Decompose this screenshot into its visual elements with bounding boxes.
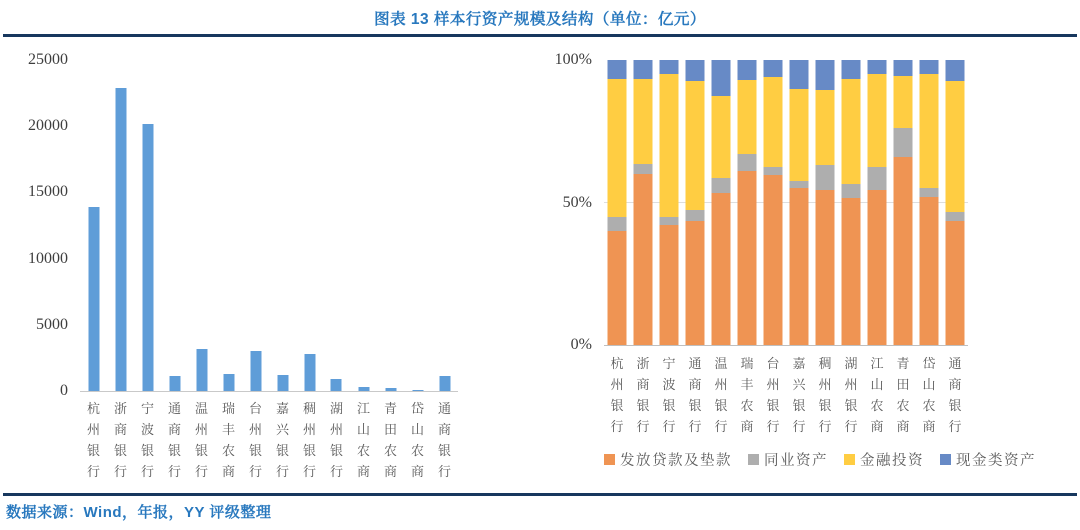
bank-label-char: 湖 [844, 356, 858, 371]
stacked-bar-segment [946, 221, 965, 345]
stacked-bar-segment [686, 60, 705, 81]
bank-label-char: 田 [896, 377, 910, 392]
bank-label-char: 行 [948, 419, 962, 434]
asset-scale-bar [223, 374, 234, 391]
bank-label-char: 商 [383, 464, 397, 479]
bank-label-char: 行 [437, 464, 451, 479]
bank-label [80, 398, 107, 482]
bank-label-char: 湖 [329, 401, 343, 416]
asset-structure-stacked-bar [764, 60, 783, 345]
bank-label [215, 398, 242, 482]
bank-label-char: 行 [818, 419, 832, 434]
stacked-bar-segment [608, 60, 627, 79]
bank-label-char: 行 [329, 464, 343, 479]
bank-label-char: 农 [922, 398, 936, 413]
left-y-tick-label: 5000 [36, 315, 68, 333]
stacked-bar-segment [920, 188, 939, 197]
stacked-bar-segment [894, 128, 913, 157]
bank-label [682, 353, 708, 437]
title-divider-rule [3, 34, 1077, 37]
stacked-bar-segment [738, 80, 757, 154]
bank-label-char: 兴 [275, 422, 289, 437]
stacked-bar-segment [920, 60, 939, 74]
stacked-bar-segment [790, 89, 809, 182]
asset-structure-stacked-bar [894, 60, 913, 345]
data-source-note: 数据来源：Wind，年报，YY 评级整理 [6, 504, 272, 521]
stacked-bar-segment [946, 212, 965, 221]
bank-label-char: 嘉 [792, 356, 806, 371]
bank-label [708, 353, 734, 437]
stacked-bar-segment [764, 77, 783, 167]
bank-label-char: 山 [870, 377, 884, 392]
asset-structure-stacked-bar [920, 60, 939, 345]
bank-label-char: 州 [248, 422, 262, 437]
stacked-bar-segment [686, 81, 705, 209]
bank-label [890, 353, 916, 437]
bank-label-char: 银 [302, 443, 316, 458]
bank-label-char: 商 [113, 422, 127, 437]
bank-label-char: 行 [167, 464, 181, 479]
bank-label-char: 农 [896, 398, 910, 413]
asset-scale-bar [412, 390, 423, 391]
legend-item [844, 449, 924, 470]
stacked-bar-segment [608, 231, 627, 345]
legend-label: 金融投资 [860, 453, 924, 469]
bank-label-char: 商 [740, 419, 754, 434]
bank-label-char: 台 [248, 401, 262, 416]
bank-label-char: 农 [383, 443, 397, 458]
asset-scale-bar [196, 349, 207, 391]
stacked-bar-segment [868, 190, 887, 345]
bank-label-char: 行 [113, 464, 127, 479]
bank-label-char: 银 [86, 443, 100, 458]
bank-label-char: 宁 [662, 356, 676, 371]
stacked-bar-segment [634, 60, 653, 79]
bank-label-char: 行 [636, 419, 650, 434]
bank-label-char: 通 [948, 356, 962, 371]
stacked-bar-segment [946, 60, 965, 81]
stacked-bar-segment [686, 210, 705, 221]
asset-scale-bar [277, 375, 288, 391]
bank-label-char: 丰 [740, 377, 754, 392]
bank-label [404, 398, 431, 482]
asset-scale-bar [250, 351, 261, 391]
stacked-bar-segment [660, 225, 679, 345]
bank-label-char: 杭 [610, 356, 624, 371]
left-y-tick-label: 0 [60, 382, 68, 399]
left-y-tick-label: 25000 [28, 51, 68, 68]
bank-label-char: 杭 [86, 401, 100, 416]
stacked-bar-segment [816, 190, 835, 345]
asset-scale-bar [304, 354, 315, 391]
bank-label-char: 商 [870, 419, 884, 434]
bank-label-char: 州 [194, 422, 208, 437]
asset-structure-stacked-bar [660, 60, 679, 345]
bank-label-char: 商 [688, 377, 702, 392]
bank-label-char: 浙 [113, 401, 127, 416]
bank-label [350, 398, 377, 482]
asset-structure-stacked-chart-plot [554, 51, 968, 353]
asset-structure-stacked-bar [738, 60, 757, 345]
bank-label-char: 温 [714, 356, 728, 371]
bank-label-char: 银 [329, 443, 343, 458]
stacked-bar-segment [686, 221, 705, 345]
bank-label-char: 通 [437, 401, 451, 416]
bank-label [786, 353, 812, 437]
stacked-bar-segment [816, 165, 835, 189]
bank-label-char: 青 [896, 356, 910, 371]
asset-structure-stacked-bar [868, 60, 887, 345]
bank-label [630, 353, 656, 437]
footer-divider-rule [3, 493, 1077, 496]
asset-structure-stacked-bar [608, 60, 627, 345]
asset-scale-bar [88, 207, 99, 391]
bank-label-char: 银 [792, 398, 806, 413]
bank-label-char: 行 [275, 464, 289, 479]
figure-title: 图表 13 样本行资产规模及结构（单位：亿元） [374, 11, 706, 28]
left-y-tick-label: 15000 [28, 183, 68, 201]
bank-label [656, 353, 682, 437]
stacked-bar-segment [894, 60, 913, 76]
asset-scale-bar [385, 388, 396, 391]
bank-label-char: 行 [688, 419, 702, 434]
bank-label-char: 行 [714, 419, 728, 434]
asset-structure-x-axis-labels [604, 353, 968, 437]
bank-label-char: 江 [870, 356, 884, 371]
bank-label-char: 行 [140, 464, 154, 479]
stacked-bar-segment [920, 74, 939, 188]
stacked-bar-segment [868, 167, 887, 190]
bank-label-char: 行 [248, 464, 262, 479]
stacked-bar-segment [868, 74, 887, 167]
bank-label-char: 行 [844, 419, 858, 434]
stacked-bar-segment [738, 154, 757, 171]
right-y-tick-label: 100% [554, 51, 592, 68]
bank-label-char: 行 [86, 464, 100, 479]
stacked-bar-segment [841, 184, 860, 198]
legend-label: 同业资产 [764, 453, 828, 469]
stacked-bar-segment [660, 60, 679, 74]
bank-label-char: 银 [610, 398, 624, 413]
bank-label-char: 银 [766, 398, 780, 413]
bank-label-char: 州 [86, 422, 100, 437]
stacked-bar-segment [660, 217, 679, 226]
right-y-tick-label: 50% [562, 193, 592, 211]
asset-scale-x-axis-labels [80, 398, 458, 482]
asset-structure-stacked-bar [686, 60, 705, 345]
bank-label-char: 浙 [636, 356, 650, 371]
bank-label-char: 商 [410, 464, 424, 479]
bank-label [916, 353, 942, 437]
bank-label-char: 通 [167, 401, 181, 416]
bank-label-char: 银 [948, 398, 962, 413]
bank-label-char: 农 [870, 398, 884, 413]
bank-label-char: 银 [818, 398, 832, 413]
stacked-bar-segment [712, 60, 731, 96]
bank-label-char: 波 [662, 377, 676, 392]
stacked-bar-segment [841, 60, 860, 79]
legend-color-swatch [748, 454, 759, 465]
bank-label-char: 银 [275, 443, 289, 458]
stacked-bar-segment [790, 60, 809, 89]
asset-scale-bar [169, 376, 180, 391]
asset-structure-stacked-bar [634, 60, 653, 345]
bank-label-char: 银 [662, 398, 676, 413]
bank-label [323, 398, 350, 482]
stacked-bar-segment [946, 81, 965, 212]
bank-label-char: 商 [167, 422, 181, 437]
left-y-tick-label: 20000 [28, 117, 68, 135]
bank-label-char: 山 [410, 422, 424, 437]
bank-label-char: 江 [356, 401, 370, 416]
bank-label-char: 通 [688, 356, 702, 371]
stacked-bar-segment [894, 76, 913, 129]
left-y-tick-label: 10000 [28, 249, 68, 267]
bank-label-char: 银 [113, 443, 127, 458]
bank-label [864, 353, 890, 437]
asset-structure-legend [560, 449, 1080, 470]
asset-structure-stacked-bar [841, 60, 860, 345]
bank-label-char: 州 [329, 422, 343, 437]
bank-label-char: 州 [714, 377, 728, 392]
bank-label-char: 田 [383, 422, 397, 437]
bank-label-char: 岱 [922, 356, 936, 371]
bank-label [134, 398, 161, 482]
stacked-bar-segment [608, 79, 627, 217]
asset-scale-bar [358, 387, 369, 391]
stacked-bar-segment [608, 217, 627, 231]
bank-label-char: 丰 [221, 422, 235, 437]
bank-label-char: 行 [610, 419, 624, 434]
bank-label-char: 州 [610, 377, 624, 392]
asset-scale-bar [115, 88, 126, 391]
bank-label-char: 州 [844, 377, 858, 392]
bank-label-char: 银 [636, 398, 650, 413]
bank-label-char: 银 [194, 443, 208, 458]
legend-item [748, 449, 828, 470]
bank-label-char: 商 [437, 422, 451, 437]
legend-color-swatch [940, 454, 951, 465]
asset-scale-bar [331, 379, 342, 391]
bank-label-char: 农 [356, 443, 370, 458]
bank-label [269, 398, 296, 482]
bank-label [604, 353, 630, 437]
right-y-tick-label: 0% [570, 336, 592, 353]
bank-label-char: 商 [636, 377, 650, 392]
asset-structure-stacked-bar [790, 60, 809, 345]
bank-label-char: 商 [922, 419, 936, 434]
bank-label-char: 州 [302, 422, 316, 437]
stacked-bar-segment [660, 74, 679, 217]
bank-label [734, 353, 760, 437]
bank-label-char: 农 [740, 398, 754, 413]
stacked-bar-segment [634, 164, 653, 174]
bank-label [377, 398, 404, 482]
bank-label-char: 瑞 [221, 401, 235, 416]
asset-structure-stacked-bar [946, 60, 965, 345]
stacked-bar-segment [712, 178, 731, 192]
bank-label-char: 银 [844, 398, 858, 413]
bank-label-char: 银 [167, 443, 181, 458]
bank-label-char: 农 [410, 443, 424, 458]
bank-label-char: 青 [383, 401, 397, 416]
stacked-bar-segment [894, 157, 913, 345]
bank-label-char: 宁 [140, 401, 154, 416]
bank-label [242, 398, 269, 482]
bank-label-char: 银 [688, 398, 702, 413]
asset-structure-stacked-bar [816, 60, 835, 345]
bank-label-char: 行 [662, 419, 676, 434]
bank-label-char: 商 [896, 419, 910, 434]
bank-label-char: 山 [356, 422, 370, 437]
bank-label-char: 银 [714, 398, 728, 413]
legend-label: 发放贷款及垫款 [620, 453, 732, 469]
stacked-bar-segment [764, 60, 783, 77]
stacked-bar-segment [841, 198, 860, 345]
stacked-bar-segment [816, 60, 835, 90]
bank-label-char: 州 [766, 377, 780, 392]
bank-label [431, 398, 458, 482]
bank-label [942, 353, 968, 437]
bank-label-char: 台 [766, 356, 780, 371]
stacked-bar-segment [738, 171, 757, 345]
legend-item [604, 449, 732, 470]
bank-label-char: 银 [248, 443, 262, 458]
bank-label-char: 行 [792, 419, 806, 434]
bank-label [838, 353, 864, 437]
bank-label-char: 银 [437, 443, 451, 458]
bank-label-char: 州 [818, 377, 832, 392]
stacked-bar-segment [738, 60, 757, 80]
bank-label-char: 银 [140, 443, 154, 458]
stacked-bar-segment [841, 79, 860, 184]
bank-label-char: 兴 [792, 377, 806, 392]
legend-color-swatch [604, 454, 615, 465]
stacked-bar-segment [634, 79, 653, 165]
bank-label-char: 行 [302, 464, 316, 479]
asset-scale-bar [142, 124, 153, 391]
bank-label [812, 353, 838, 437]
stacked-bar-segment [790, 181, 809, 188]
stacked-bar-segment [712, 96, 731, 179]
bank-label-char: 商 [356, 464, 370, 479]
bank-label-char: 嘉 [275, 401, 289, 416]
stacked-bar-segment [816, 90, 835, 166]
asset-scale-bar-chart-plot [28, 51, 458, 399]
bank-label [760, 353, 786, 437]
bank-label-char: 波 [140, 422, 154, 437]
stacked-bar-segment [634, 174, 653, 345]
bank-label-char: 稠 [302, 401, 316, 416]
stacked-bar-segment [764, 175, 783, 345]
stacked-bar-segment [920, 197, 939, 345]
bank-label-char: 行 [194, 464, 208, 479]
bank-label-char: 农 [221, 443, 235, 458]
bank-label-char: 瑞 [740, 356, 754, 371]
bank-label-char: 温 [194, 401, 208, 416]
bank-label [188, 398, 215, 482]
bank-label-char: 商 [948, 377, 962, 392]
bank-label [107, 398, 134, 482]
asset-scale-bar [439, 376, 450, 391]
bank-label-char: 山 [922, 377, 936, 392]
bank-label [161, 398, 188, 482]
asset-structure-stacked-bar [712, 60, 731, 345]
bank-label [296, 398, 323, 482]
stacked-bar-segment [868, 60, 887, 74]
bank-label-char: 岱 [410, 401, 424, 416]
stacked-bar-segment [712, 193, 731, 345]
bank-label-char: 稠 [818, 356, 832, 371]
stacked-bar-segment [790, 188, 809, 345]
stacked-bar-segment [764, 167, 783, 176]
legend-item [940, 449, 1036, 470]
bank-label-char: 商 [221, 464, 235, 479]
legend-label: 现金类资产 [956, 453, 1036, 469]
legend-color-swatch [844, 454, 855, 465]
bank-label-char: 行 [766, 419, 780, 434]
